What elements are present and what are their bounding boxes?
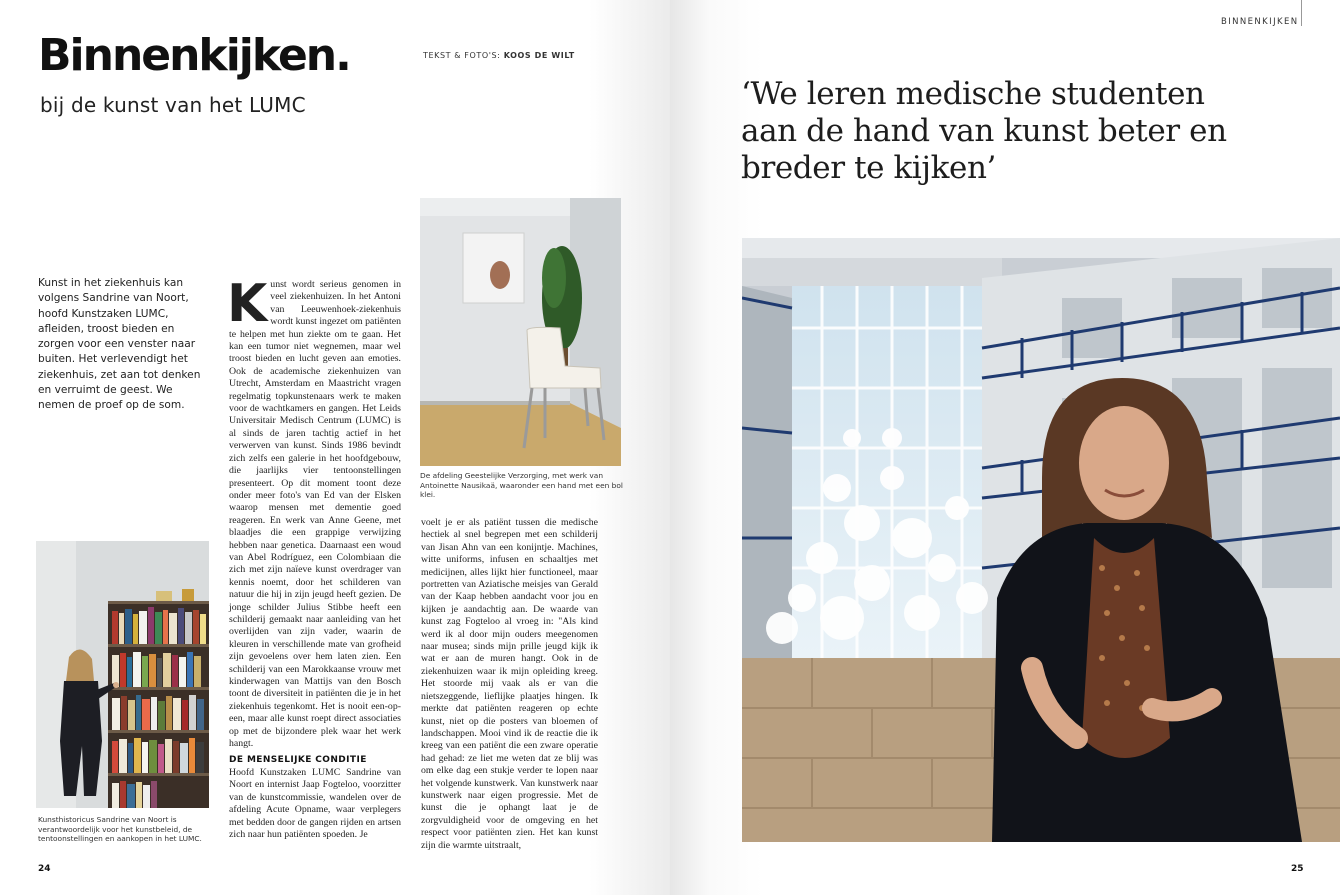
section-label: BINNENKIJKEN xyxy=(1221,17,1299,27)
atrium-portrait-photo xyxy=(742,238,1340,842)
bookshelf-photo xyxy=(36,541,209,808)
intro-paragraph: Kunst in het ziekenhuis kan volgens Sandrine van Noort, hoofd Kunstzaken LUMC, afleiden, troost bieden en zorgen voor een venster naar buiten. Het verlevendigt het ziekenhuis, zet aan tot denken en verruimt de geest. We nemen de proef op de som. xyxy=(38,277,201,412)
credit-label: TEKST & FOTO'S: xyxy=(423,51,501,60)
page-number-left: 24 xyxy=(38,864,51,874)
article-subtitle: bij de kunst van het LUMC xyxy=(40,93,306,117)
caption-chair: De afdeling Geestelijke Verzorging, met werk van Antoinette Nausikaä, waaronder een hand met een bol klei. xyxy=(420,471,623,500)
section-label-rule xyxy=(1301,0,1302,26)
chair-room-illustration xyxy=(420,198,621,466)
body-column-1 xyxy=(227,274,401,750)
drop-cap: K xyxy=(227,274,268,334)
body-text-1: unst wordt serieus genomen in veel ziekenhuizen. In het Antoni van Leeuwenhoek-ziekenhuis wordt kunst ingezet om patiënten te helpen met hun ziekte om te gaan. Het kan een tumor niet wegnemen, maar wel troost bieden en lucht geven aan emoties. Ook de academische ziekenhuizen van Utrecht, Amsterdam en Maastricht vragen regelmatig topkunstenaars werk te maken voor de wachtkamers en gangen. Het Leids Universitair Medisch Centrum (LUMC) is al sinds de jaren tachtig actief in het verwerven van kunst. Sinds 1986 bevindt zich zelfs een galerie in het hoofdgebouw, die jaarlijks vier tentoonstellingen presenteert. Op dit moment toont deze onder meer foto's van Ed van der Elsken waarop mensen met dementie goed reageren. En werk van Anne Geene, met blaadjes die een grappige verwijzing hebben naar genetica. Daarnaast een woud van Abel Rodríguez, een Colombiaan die zich met zijn naïeve kunst overdrager van kennis noemt, door het schilderen van natuur die hij in zijn jeugd heeft gezien. De jonge schilder Julius Stibbe heeft een schilderij gemaakt naar aanleiding van het overlijden van zijn vader, waarin de kleuren in verschillende mate van grofheid zijn gevoelens over hem laten zien. Een schilderij van een Marokkaanse vrouw met kinderwagen van Mattijs van den Bosch toont de diversiteit in patiënten die je in het ziekenhuis tegenkomt. Het is nooit een-op-een, maar alle kunst roept direct associaties op met de bijzondere plek waar het werk hangt. xyxy=(229,279,401,750)
pull-quote: ‘We leren medische studenten aan de hand van kunst beter en breder te kijken’ xyxy=(741,76,1227,186)
right-page xyxy=(670,0,1340,895)
article-title: Binnenkijken. xyxy=(38,30,350,81)
body-column-2: voelt je er als patiënt tussen die medische hectiek al snel begrepen met een schilderij van Jisan Ahn van een konijntje. Machines, witte uniforms, infusen en schaaltjes met medicijnen, alles lijkt hier functioneel, maar portretten van Aziatische meisjes van Gerald van der Kaap hebben aandacht voor jou en kijken je aandachtig aan. De waarde van kunst zag Fogteloo al vroeg in: "Als kind werd ik al door mijn ouders meegenomen naar musea; sinds mijn prille jeugd kijk ik wat er aan de muren hangt. Ook in de ziekenhuizen waar ik mijn opleiding kreeg. Het stoorde mij vaak als er van die nietszeggende, lieflijke plaatjes hingen. Ik merkte dat patiënten reageren op echte kunst, niet op die posters van bloemen of landschappen. Mooi vind ik de reactie die ik kreeg van een patiënt die een zware operatie had gehad: ze liet me weten dat ze blij was om elke dag een stukje verder te lopen naar het volgende kunstwerk. Van kunstwerk naar kunstwerk naar eigen progressie. Met de kunst die je ophangt laat je de zorgvuldigheid voor de omgeving en het respect voor patiënten zien. Het kan kunst zijn die warmte uitstraalt, xyxy=(421,517,598,851)
credit-name: KOOS DE WILT xyxy=(503,51,575,60)
caption-bookshelf: Kunsthistoricus Sandrine van Noort is verantwoordelijk voor het kunstbeleid, de tentoonstellingen en aankopen in het LUMC. xyxy=(38,815,202,844)
atrium-portrait-illustration xyxy=(742,238,1340,842)
photo-credit xyxy=(423,51,575,60)
bookshelf-illustration xyxy=(36,541,209,808)
page-number-right: 25 xyxy=(1291,864,1304,874)
chair-room-photo xyxy=(420,198,621,466)
body-text-1b: Hoofd Kunstzaken LUMC Sandrine van Noort en internist Jaap Fogteloo, voorzitter van de kunstcommissie, wandelen over de afdeling Acute Opname, waar verplegers met bedden door de gangen rijden en artsen zich naar hun patiënten spoeden. Je xyxy=(229,767,401,841)
section-heading: DE MENSELIJKE CONDITIE xyxy=(229,755,367,765)
